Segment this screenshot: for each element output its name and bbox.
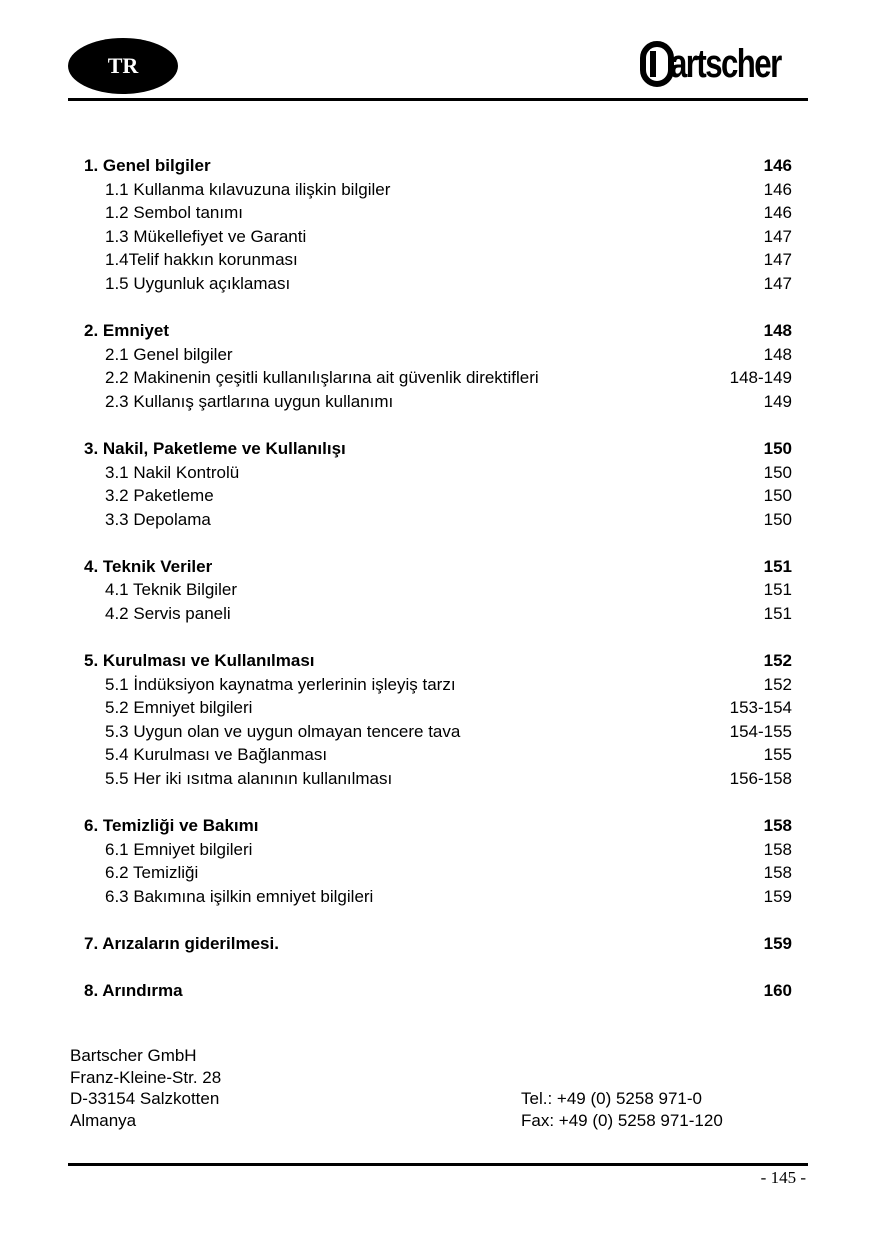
- toc-item-title: 5.4 Kurulması ve Bağlanması: [105, 745, 328, 765]
- toc-item-row: [84, 578, 792, 602]
- toc-chapter-row: [84, 555, 792, 579]
- toc-item-page: 154-155: [729, 721, 792, 741]
- toc-item-title: 2.3 Kullanış şartlarına uygun kullanımı: [105, 391, 394, 411]
- street: Franz-Kleine-Str. 28: [70, 1067, 222, 1087]
- toc-item-row: [84, 696, 792, 720]
- toc-section: [84, 437, 792, 531]
- language-label: TR: [107, 53, 139, 78]
- toc-item-page: 147: [763, 273, 792, 293]
- footer-rule: [68, 1163, 808, 1166]
- company-name: Bartscher GmbH: [70, 1046, 197, 1065]
- toc-item-row: [84, 720, 792, 744]
- toc-item-page: 149: [763, 391, 792, 411]
- toc-chapter-page: 146: [763, 156, 792, 175]
- toc-section: [84, 154, 792, 296]
- toc-item-page: 146: [763, 179, 792, 199]
- toc-item-row: [84, 178, 792, 202]
- toc-item-page: 146: [763, 203, 792, 223]
- toc-item-title: 1.4Telif hakkın korunması: [105, 250, 298, 270]
- toc-chapter-page: 150: [763, 438, 792, 458]
- fax: Fax: +49 (0) 5258 971-120: [521, 1110, 723, 1130]
- page-number: - 145 -: [760, 1168, 806, 1187]
- toc-item-row: [84, 201, 792, 225]
- toc-chapter-title: 4. Teknik Veriler: [84, 556, 213, 576]
- toc-item-title: 5.1 İndüksiyon kaynatma yerlerinin işleyiş tarzı: [105, 674, 456, 694]
- toc-chapter-row: [84, 319, 792, 343]
- toc-item-row: [84, 484, 792, 508]
- toc-item-title: 1.5 Uygunluk açıklaması: [105, 273, 291, 293]
- toc-item-row: [84, 343, 792, 367]
- toc-chapter-page: 160: [763, 981, 792, 1001]
- language-badge: [68, 38, 178, 94]
- toc-chapter-page: 148: [763, 321, 792, 341]
- toc-item-row: [84, 767, 792, 791]
- toc-chapter-title: 5. Kurulması ve Kullanılması: [84, 651, 315, 671]
- toc-item-row: [84, 390, 792, 414]
- toc-chapter-page: 158: [763, 816, 792, 836]
- toc-section: [84, 649, 792, 791]
- city: D-33154 Salzkotten: [70, 1089, 220, 1108]
- logo-mark-icon: [640, 41, 674, 87]
- logo-wordmark: artscher: [670, 41, 781, 86]
- toc-item-row: [84, 225, 792, 249]
- toc-item-title: 5.3 Uygun olan ve uygun olmayan tencere tava: [105, 721, 461, 741]
- toc-chapter-title: 3. Nakil, Paketleme ve Kullanılışı: [84, 438, 346, 458]
- toc-item-page: 150: [763, 462, 792, 482]
- toc-item-row: [84, 508, 792, 532]
- toc-item-row: [84, 861, 792, 885]
- toc-item-title: 3.3 Depolama: [105, 509, 211, 529]
- toc-item-page: 158: [763, 863, 792, 883]
- toc-item-page: 152: [763, 674, 792, 694]
- toc-item-page: 148: [763, 344, 792, 364]
- toc-item-title: 3.1 Nakil Kontrolü: [105, 462, 240, 482]
- toc-chapter-row: [84, 814, 792, 838]
- toc-chapter-row: [84, 154, 792, 178]
- toc-chapter-row: [84, 437, 792, 461]
- toc-item-row: [84, 602, 792, 626]
- toc-item-page: 148-149: [729, 368, 792, 388]
- toc-item-page: 147: [763, 226, 792, 246]
- toc-item-title: 4.1 Teknik Bilgiler: [105, 580, 237, 600]
- toc-item-page: 155: [763, 745, 792, 765]
- toc-chapter-row: [84, 932, 792, 956]
- toc-chapter-title: 1. Genel bilgiler: [84, 156, 211, 175]
- toc-section: [84, 319, 792, 413]
- toc-section: [84, 555, 792, 626]
- toc-item-page: 151: [763, 580, 792, 600]
- toc-item-title: 2.1 Genel bilgiler: [105, 344, 233, 364]
- toc-item-row: [84, 838, 792, 862]
- toc-item-row: [84, 743, 792, 767]
- toc-chapter-title: 2. Emniyet: [84, 321, 170, 341]
- table-of-contents: [84, 154, 792, 1026]
- toc-item-page: 153-154: [729, 698, 792, 718]
- telephone: Tel.: +49 (0) 5258 971-0: [521, 1089, 702, 1108]
- bartscher-logo: [640, 38, 812, 90]
- toc-chapter-row: [84, 979, 792, 1003]
- toc-item-row: [84, 673, 792, 697]
- toc-item-row: [84, 885, 792, 909]
- toc-item-title: 1.3 Mükellefiyet ve Garanti: [105, 226, 307, 246]
- toc-chapter-page: 152: [763, 651, 792, 671]
- header-rule: [68, 98, 808, 101]
- toc-item-row: [84, 272, 792, 296]
- toc-item-page: 150: [763, 509, 792, 529]
- toc-section: [84, 932, 792, 956]
- toc-chapter-row: [84, 649, 792, 673]
- toc-item-title: 6.3 Bakımına işilkin emniyet bilgileri: [105, 886, 374, 906]
- toc-item-title: 5.2 Emniyet bilgileri: [105, 698, 253, 718]
- company-address: [70, 1045, 221, 1131]
- toc-item-page: 159: [763, 886, 792, 906]
- toc-item-page: 151: [763, 604, 792, 623]
- toc-item-row: [84, 366, 792, 390]
- contact-info: [521, 1088, 723, 1131]
- toc-item-page: 147: [763, 250, 792, 270]
- toc-item-title: 2.2 Makinenin çeşitli kullanılışlarına ait güvenlik direktifleri: [105, 368, 539, 388]
- country: Almanya: [70, 1110, 137, 1130]
- toc-item-page: 156-158: [729, 769, 792, 789]
- toc-chapter-title: 8. Arındırma: [84, 981, 183, 1001]
- toc-item-row: [84, 461, 792, 485]
- toc-chapter-page: 159: [763, 934, 792, 954]
- toc-item-title: 5.5 Her iki ısıtma alanının kullanılması: [105, 769, 393, 789]
- toc-item-page: 150: [763, 486, 792, 506]
- toc-item-row: [84, 248, 792, 272]
- toc-chapter-title: 7. Arızaların giderilmesi.: [84, 934, 279, 954]
- toc-item-title: 6.1 Emniyet bilgileri: [105, 839, 253, 859]
- toc-item-title: 4.2 Servis paneli: [105, 604, 231, 623]
- toc-section: [84, 979, 792, 1003]
- toc-section: [84, 814, 792, 908]
- toc-item-page: 158: [763, 839, 792, 859]
- toc-item-title: 1.1 Kullanma kılavuzuna ilişkin bilgiler: [105, 179, 391, 199]
- toc-chapter-page: 151: [763, 556, 792, 576]
- toc-item-title: 6.2 Temizliği: [105, 863, 199, 883]
- toc-item-title: 1.2 Sembol tanımı: [105, 203, 243, 223]
- toc-chapter-title: 6. Temizliği ve Bakımı: [84, 816, 259, 836]
- toc-item-title: 3.2 Paketleme: [105, 486, 214, 506]
